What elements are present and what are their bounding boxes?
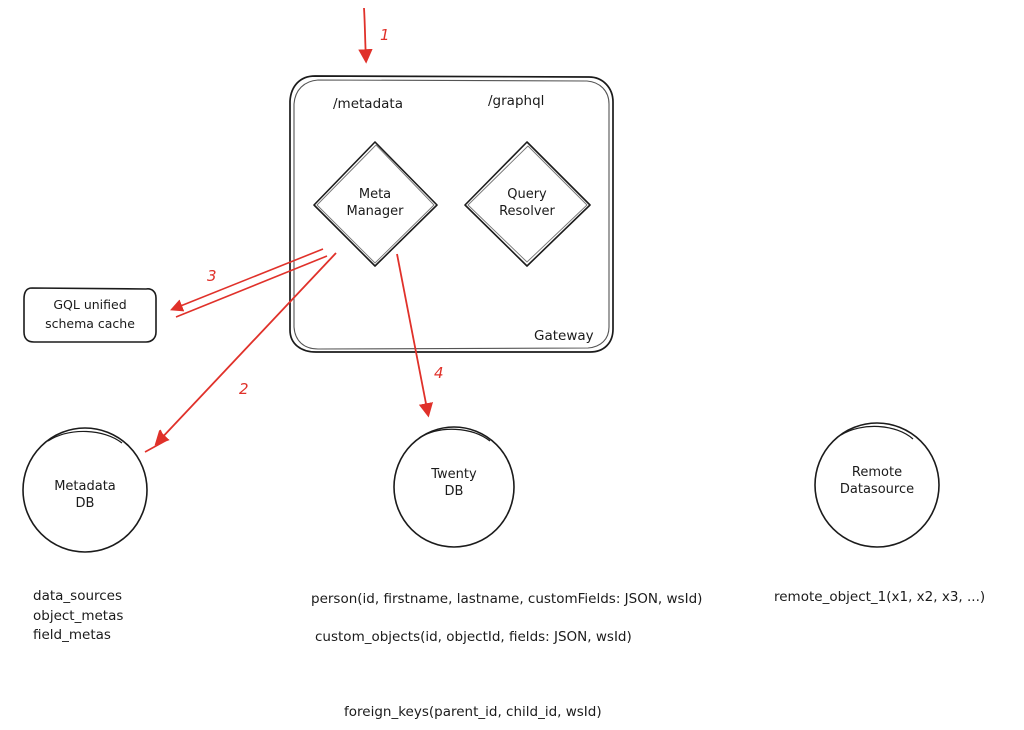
cache-label-line2: schema cache	[45, 316, 135, 331]
remote-schema-line-1: remote_object_1(x1, x2, x3, ...)	[774, 589, 986, 605]
query-resolver-label-line2: Resolver	[499, 204, 555, 219]
cache-label-line1: GQL unified	[53, 297, 127, 312]
remote-datasource-label-line1: Remote	[851, 465, 903, 480]
twenty-db-label-line1: Twenty	[431, 467, 477, 482]
metadata-db-label-line1: Metadata	[54, 479, 116, 494]
arrow-3-line	[173, 249, 327, 317]
twenty-db-label-line2: DB	[444, 484, 464, 499]
twenty-db-schema-line-1: person(id, firstname, lastname, customFields: JSON, wsId)	[311, 591, 703, 607]
twenty-db-schema-line-2: custom_objects(id, objectId, fields: JSON, wsId)	[315, 629, 632, 645]
graphql-endpoint-label: /graphql	[488, 93, 545, 109]
metadata-db-schema-line-3: field_metas	[33, 627, 111, 643]
arrow-1-line	[364, 8, 366, 60]
arrow-1-label: 1	[380, 26, 390, 44]
remote-datasource-label-line2: Datasource	[839, 482, 915, 497]
meta-manager-label-line1: Meta	[358, 187, 392, 202]
meta-manager-label-line2: Manager	[346, 204, 404, 219]
arrow-2-label: 2	[239, 380, 249, 398]
metadata-db-schema-line-2: object_metas	[33, 608, 124, 624]
metadata-endpoint-label: /metadata	[333, 96, 403, 112]
foreign-keys-schema-line: foreign_keys(parent_id, child_id, wsId)	[344, 704, 602, 720]
gateway-label: Gateway	[534, 328, 594, 344]
arrow-3-label: 3	[207, 267, 217, 285]
query-resolver-label-line1: Query	[507, 187, 547, 202]
metadata-db-schema-line-1: data_sources	[33, 588, 123, 604]
arrow-4-label: 4	[434, 364, 444, 382]
metadata-db-label-line2: DB	[75, 496, 95, 511]
arrow-4-line	[397, 254, 428, 414]
